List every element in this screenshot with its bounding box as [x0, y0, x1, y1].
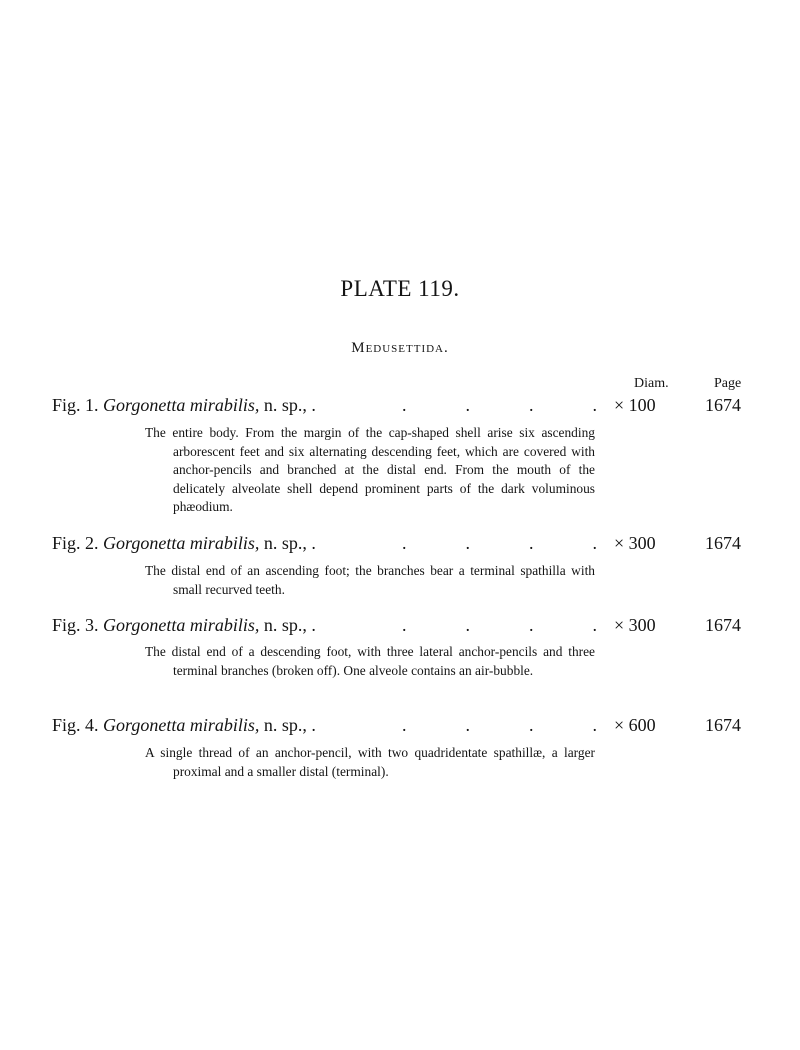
family-heading: Medusettida.: [351, 340, 449, 356]
figure-description-3: The distal end of a descending foot, with three lateral anchor-pencils and three terminal branches (broken off). One alveole contains an air-bubble.: [145, 644, 595, 678]
figure-description-2: The distal end of an ascending foot; the branches bear a terminal spathilla with small recurved teeth.: [145, 563, 595, 597]
magnification: × 300: [614, 533, 656, 553]
leader-dots: . . . .: [402, 395, 597, 415]
figure-entry-2: [52, 533, 752, 557]
figure-entry-3: [52, 615, 752, 639]
figure-label: Fig. 2.: [52, 533, 99, 553]
leader-dots: . . . .: [402, 715, 597, 735]
species-suffix: n. sp., .: [263, 615, 316, 635]
page-number: 1674: [705, 715, 741, 735]
magnification: × 300: [614, 615, 656, 635]
species-suffix: n. sp., .: [263, 533, 316, 553]
page-number: 1674: [705, 395, 741, 415]
page-number: 1674: [705, 615, 741, 635]
leader-dots: . . . .: [402, 615, 597, 635]
figure-entry-1: [52, 395, 752, 419]
diam-column-header: Diam.: [634, 376, 669, 391]
page-column-header: Page: [714, 376, 742, 391]
magnification: × 600: [614, 715, 656, 735]
figure-description-4: A single thread of an anchor-pencil, with two quadridentate spathillæ, a larger proximal and a smaller distal (terminal).: [145, 745, 595, 779]
species-name: Gorgonetta mirabilis,: [103, 715, 260, 735]
species-suffix: n. sp., .: [263, 395, 316, 415]
species-name: Gorgonetta mirabilis,: [103, 533, 260, 553]
leader-dots: . . . .: [402, 533, 597, 553]
plate-title: PLATE 119.: [340, 276, 460, 301]
species-name: Gorgonetta mirabilis,: [103, 395, 260, 415]
figure-entry-4: [52, 715, 752, 739]
magnification: × 100: [614, 395, 656, 415]
species-name: Gorgonetta mirabilis,: [103, 615, 260, 635]
figure-label: Fig. 1.: [52, 395, 99, 415]
figure-description-1: The entire body. From the margin of the cap-shaped shell arise six ascending arborescent feet and six alternating descending feet, which are covered with anchor-pencils and branched at the distal end. From the mouth of the delicately alveolate shell depend prominent parts of the dark voluminous phæodium.: [145, 425, 595, 514]
figure-label: Fig. 3.: [52, 615, 99, 635]
species-suffix: n. sp., .: [263, 715, 316, 735]
page-number: 1674: [705, 533, 741, 553]
figure-label: Fig. 4.: [52, 715, 99, 735]
